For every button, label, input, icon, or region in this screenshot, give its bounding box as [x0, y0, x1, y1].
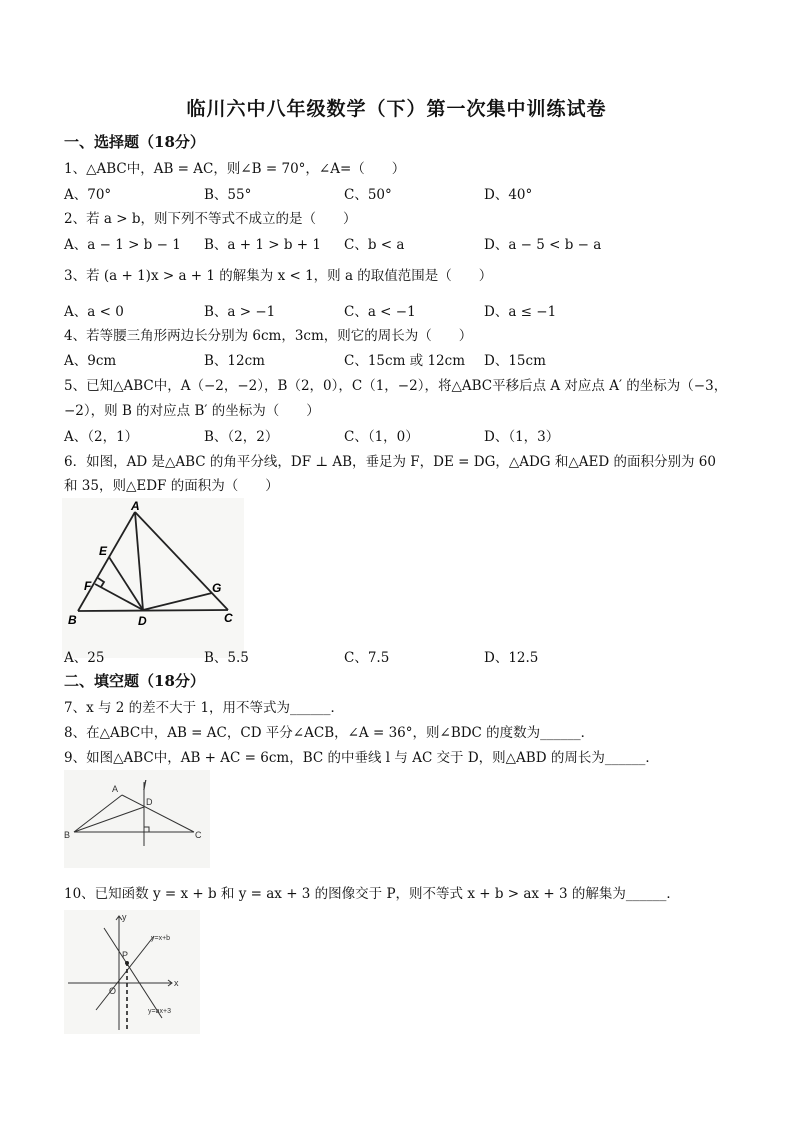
fig10-label-line1: y=x+b — [151, 935, 171, 942]
fig6-label-b: B — [68, 613, 77, 627]
q6-option-d: D、12.5 — [484, 650, 539, 666]
page-title: 临川六中八年级数学（下）第一次集中训练试卷 — [186, 98, 607, 120]
fig10-label-x: x — [174, 978, 179, 988]
question-6-options — [64, 646, 744, 664]
fig6-label-d: D — [138, 614, 147, 628]
question-5-line-1: 5、已知△ABC中，A（−2，−2），B（2，0），C（1，−2），将△ABC平移后点 A 对应点 A′ 的坐标为（−3， — [64, 378, 728, 394]
q4-option-a: A、9cm — [64, 353, 117, 369]
question-4: 4、若等腰三角形两边长分别为 6cm，3cm，则它的周长为（ ） — [64, 328, 473, 344]
fig6-label-a: A — [131, 499, 140, 513]
question-5-options — [64, 425, 744, 443]
fig10-label-y: y — [122, 912, 127, 922]
question-2-options — [64, 233, 744, 251]
question-8: 8、在△ABC中，AB = AC，CD 平分∠ACB，∠A = 36°，则∠BDC 的度数为______． — [64, 725, 595, 741]
question-9: 9、如图△ABC中，AB + AC = 6cm，BC 的中垂线 l 与 AC 交于 D，则△ABD 的周长为______． — [64, 750, 659, 766]
q3-option-c: C、a < −1 — [344, 304, 416, 320]
q2-option-c: C、b < a — [344, 237, 405, 253]
triangle-abc-figure — [62, 498, 244, 662]
fig9-label-c: C — [195, 830, 202, 840]
question-10: 10、已知函数 y = x + b 和 y = ax + 3 的图像交于 P，则不等式 x + b > ax + 3 的解集为______． — [64, 886, 680, 902]
perpendicular-bisector-diagram — [64, 770, 210, 868]
question-6-line-2: 和 35，则△EDF 的面积为（ ） — [64, 478, 279, 494]
fig6-label-g: G — [212, 581, 222, 595]
q4-option-c: C、15cm 或 12cm — [344, 353, 465, 369]
question-2: 2、若 a > b，则下列不等式不成立的是（ ） — [64, 211, 357, 227]
perpendicular-bisector-figure — [64, 770, 210, 872]
triangle-abc-diagram — [62, 498, 244, 658]
section-fill-heading: 二、填空题（18分） — [64, 672, 205, 690]
q2-option-a: A、a − 1 > b − 1 — [64, 237, 181, 253]
q1-option-c: C、50° — [344, 187, 392, 203]
q1-option-b: B、55° — [204, 187, 252, 203]
q2-option-d: D、a − 5 < b − a — [484, 237, 602, 253]
fig10-label-p: P — [122, 950, 129, 960]
section-choice-heading: 一、选择题（18分） — [64, 133, 205, 151]
q5-option-b: B、（2，2） — [204, 429, 279, 445]
linear-functions-diagram — [64, 910, 200, 1034]
question-6-line-1: 6．如图，AD 是△ABC 的角平分线，DF ⊥ AB，垂足为 F，DE = DG，△ADG 和△AED 的面积分别为 60 — [64, 454, 716, 470]
q5-option-a: A、（2，1） — [64, 429, 139, 445]
fig6-label-e: E — [99, 544, 108, 558]
question-1-options — [64, 183, 744, 201]
linear-functions-figure — [64, 910, 200, 1038]
q6-option-b: B、5.5 — [204, 650, 249, 666]
q5-option-c: C、（1，0） — [344, 429, 419, 445]
fig6-label-f: F — [84, 579, 92, 593]
q5-option-d: D、（1，3） — [484, 429, 560, 445]
fig9-label-l: l — [143, 777, 147, 793]
q1-option-a: A、70° — [64, 187, 112, 203]
q3-option-b: B、a > −1 — [204, 304, 276, 320]
q2-option-b: B、a + 1 > b + 1 — [204, 237, 321, 253]
fig9-label-d: D — [146, 797, 153, 807]
question-3-options — [64, 300, 744, 318]
q1-option-d: D、40° — [484, 187, 533, 203]
q4-option-d: D、15cm — [484, 353, 546, 369]
fig9-label-a: A — [112, 784, 119, 794]
question-4-options — [64, 349, 744, 367]
q4-option-b: B、12cm — [204, 353, 265, 369]
question-5-line-2: −2），则 B 的对应点 B′ 的坐标为（ ） — [64, 403, 320, 419]
q3-option-a: A、a < 0 — [64, 304, 124, 320]
fig9-label-b: B — [64, 830, 71, 840]
question-7: 7、x 与 2 的差不大于 1，用不等式为______． — [64, 700, 345, 716]
q3-option-d: D、a ≤ −1 — [484, 304, 557, 320]
q6-option-c: C、7.5 — [344, 650, 390, 666]
fig6-label-c: C — [224, 611, 233, 625]
fig10-label-line2: y=ax+3 — [148, 1008, 171, 1015]
question-3: 3、若 (a + 1)x > a + 1 的解集为 x < 1，则 a 的取值范围是（ ） — [64, 268, 493, 284]
fig10-label-o: O — [109, 986, 117, 996]
q6-option-a: A、25 — [64, 650, 105, 666]
question-1: 1、△ABC中，AB = AC，则∠B = 70°，∠A=（ ） — [64, 161, 406, 177]
